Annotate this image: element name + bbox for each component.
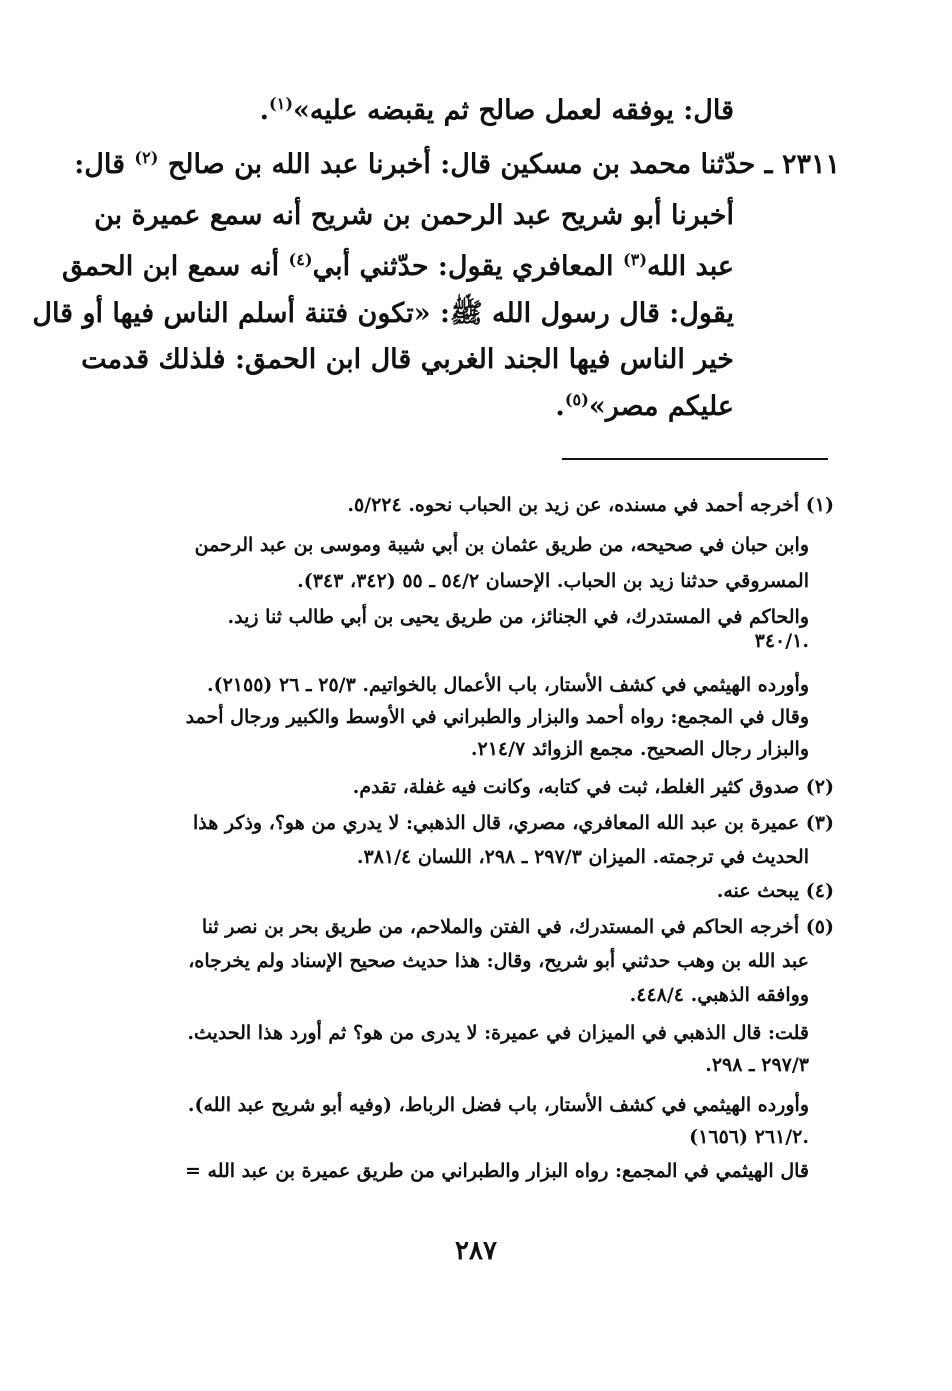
footnote-ref: (٥) bbox=[564, 390, 589, 409]
footnote-line: (٤) يبحث عنه. bbox=[716, 880, 834, 902]
text-segment: قال: bbox=[74, 149, 125, 180]
footnote-line: قلت: قال الذهبي في الميزان في عميرة: لا يدرى من هو؟ ثم أورد هذا الحديث. bbox=[187, 1022, 809, 1044]
footnote-line: وقال في المجمع: رواه أحمد والبزار والطبراني في الأوسط والكبير ورجال أحمد bbox=[185, 706, 809, 728]
main-text-line-7 bbox=[555, 392, 734, 420]
footnote-line: ٣٤٠/١. bbox=[754, 630, 809, 652]
text-segment: عليكم مصر» bbox=[588, 391, 734, 422]
footnote-line: (٣) عميرة بن عبد الله المعافري، مصري، قال الذهبي: لا يدري من هو؟، وذكر هذا bbox=[193, 812, 834, 834]
text-segment: عبد الله bbox=[647, 251, 734, 282]
main-text-line-2 bbox=[74, 150, 840, 178]
text-segment: ـ حدّثنا محمد بن مسكين قال: أخبرنا عبد الله بن صالح bbox=[167, 149, 773, 180]
footnote-line: (١) أخرجه أحمد في مسنده، عن زيد بن الحباب نحوه. ٥/٢٢٤. bbox=[347, 494, 834, 516]
footnote-separator bbox=[562, 458, 828, 460]
footnote-ref: (٢) bbox=[134, 148, 159, 167]
main-text-line-4 bbox=[62, 252, 734, 280]
footnote-line: الحديث في ترجمته. الميزان ٢٩٧/٣ ـ ٢٩٨، اللسان ٣٨١/٤. bbox=[356, 846, 809, 868]
footnote-ref: (١) bbox=[268, 94, 294, 113]
main-text-line-3: أخبرنا أبو شريح عبد الرحمن بن شريح أنه سمع عميرة بن bbox=[94, 200, 734, 231]
page-number: ٢٨٧ bbox=[455, 1236, 497, 1266]
text-segment: . bbox=[555, 391, 565, 422]
footnote-line: وأورده الهيثمي في كشف الأستار، باب الأعمال بالخواتيم. ٢٥/٣ ـ ٢٦ (٢١٥٥). bbox=[206, 674, 809, 696]
footnote-ref: (٣) bbox=[622, 250, 648, 269]
footnote-line: ووافقه الذهبي. ٤٤٨/٤. bbox=[629, 984, 809, 1006]
footnote-line: والحاكم في المستدرك، في الجنائز، من طريق يحيى بن أبي طالب ثنا زيد. bbox=[227, 606, 809, 628]
footnote-line: المسروقي حدثنا زيد بن الحباب. الإحسان ٥٤/٢ ـ ٥٥ (٣٤٢، ٣٤٣). bbox=[297, 570, 809, 592]
text-segment: قال: يوفقه لعمل صالح ثم يقبضه عليه» bbox=[293, 95, 734, 126]
footnote-ref: (٤) bbox=[288, 250, 313, 269]
hadith-number: ٢٣١١ bbox=[781, 149, 840, 180]
footnote-line: قال الهيثمي في المجمع: رواه البزار والطبراني من طريق عميرة بن عبد الله = bbox=[184, 1160, 809, 1182]
footnote-line: ٢٦١/٢ (١٦٥٦). bbox=[689, 1126, 809, 1148]
text-segment: . bbox=[259, 95, 269, 126]
footnote-line: (٥) أخرجه الحاكم في المستدرك، في الفتن والملاحم، من طريق بحر بن نصر ثنا bbox=[201, 916, 834, 938]
main-text-line-5: يقول: قال رسول الله ﷺ: «تكون فتنة أسلم الناس فيها أو قال bbox=[32, 298, 734, 329]
footnote-line: والبزار رجال الصحيح. مجمع الزوائد ٢١٤/٧. bbox=[470, 738, 809, 760]
footnote-line: (٢) صدوق كثير الغلط، ثبت في كتابه، وكانت فيه غفلة، تقدم. bbox=[352, 776, 834, 798]
footnote-line: وأورده الهيثمي في كشف الأستار، باب فضل الرباط، (وفيه أبو شريح عبد الله). bbox=[187, 1094, 809, 1116]
footnote-line: وابن حبان في صحيحه، من طريق عثمان بن أبي شيبة وموسى بن عبد الرحمن bbox=[194, 534, 809, 556]
footnote-line: عبد الله بن وهب حدثني أبو شريح، وقال: هذا حديث صحيح الإسناد ولم يخرجاه، bbox=[188, 950, 809, 972]
text-segment: المعافري يقول: حدّثني أبي bbox=[312, 251, 614, 282]
footnote-line: ٢٩٧/٣ ـ ٢٩٨. bbox=[705, 1054, 809, 1076]
main-text-line-6: خير الناس فيها الجند الغربي قال ابن الحمق: فلذلك قدمت bbox=[81, 344, 734, 375]
main-text-line-1 bbox=[260, 96, 734, 124]
text-segment: أنه سمع ابن الحمق bbox=[61, 251, 280, 282]
